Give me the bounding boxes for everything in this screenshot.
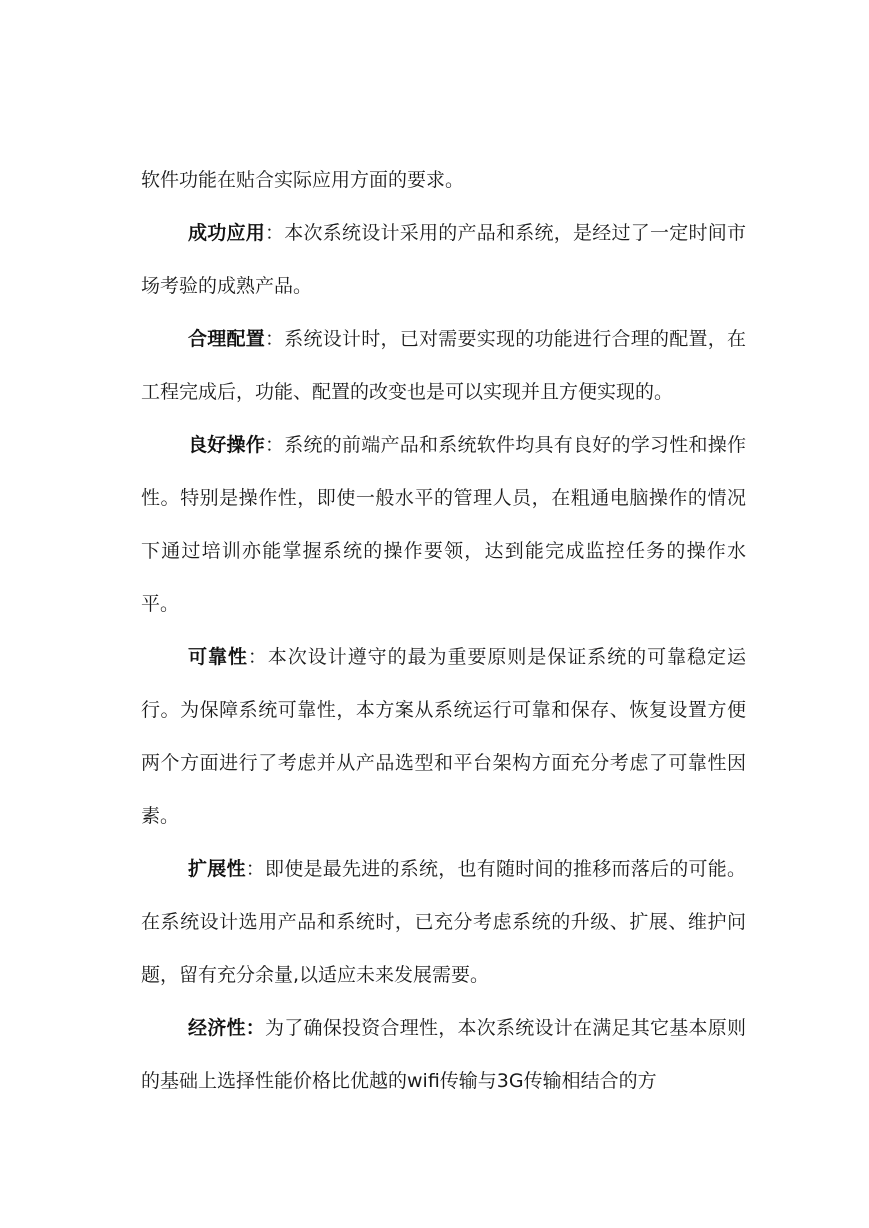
paragraph-scalability bbox=[141, 843, 746, 1002]
paragraph-text: ：即使是最先进的系统，也有随时间的推移而落后的可能。在系统设计选用产品和系统时，已充分考虑系统的升级、扩展、维护问题，留有充分余量,以适应未来发展需要。 bbox=[141, 858, 746, 986]
paragraph-text: 软件功能在贴合实际应用方面的要求。 bbox=[141, 169, 465, 191]
paragraph-text: 为了确保投资合理性，本次系统设计在满足其它基本原则的基础上选择性能价格比优越的wifi传输与3G传输相结合的方 bbox=[141, 1017, 746, 1092]
paragraph-good-operation bbox=[141, 419, 746, 631]
paragraph-text: ：系统的前端产品和系统软件均具有良好的学习性和操作性。特别是操作性，即使一般水平的管理人员，在粗通电脑操作的情况下通过培训亦能掌握系统的操作要领，达到能完成监控任务的操作水平。 bbox=[141, 434, 746, 615]
document-body bbox=[141, 154, 746, 1108]
paragraph-success-application bbox=[141, 207, 746, 313]
paragraph-continuation bbox=[141, 154, 746, 207]
paragraph-heading: 良好操作 bbox=[188, 434, 265, 456]
paragraph-heading: 扩展性 bbox=[188, 858, 246, 880]
paragraph-heading: 经济性： bbox=[188, 1017, 265, 1039]
paragraph-economy bbox=[141, 1002, 746, 1108]
paragraph-reliability bbox=[141, 631, 746, 843]
paragraph-text: ：本次设计遵守的最为重要原则是保证系统的可靠稳定运行。为保障系统可靠性，本方案从系统运行可靠和保存、恢复设置方便两个方面进行了考虑并从产品选型和平台架构方面充分考虑了可靠性因素。 bbox=[141, 646, 746, 827]
paragraph-text: ：系统设计时，已对需要实现的功能进行合理的配置，在工程完成后，功能、配置的改变也是可以实现并且方便实现的。 bbox=[141, 328, 746, 403]
paragraph-heading: 合理配置 bbox=[188, 328, 265, 350]
paragraph-heading: 成功应用 bbox=[188, 222, 265, 244]
paragraph-text: ：本次系统设计采用的产品和系统，是经过了一定时间市场考验的成熟产品。 bbox=[141, 222, 746, 297]
paragraph-reasonable-config bbox=[141, 313, 746, 419]
paragraph-heading: 可靠性 bbox=[188, 646, 248, 668]
